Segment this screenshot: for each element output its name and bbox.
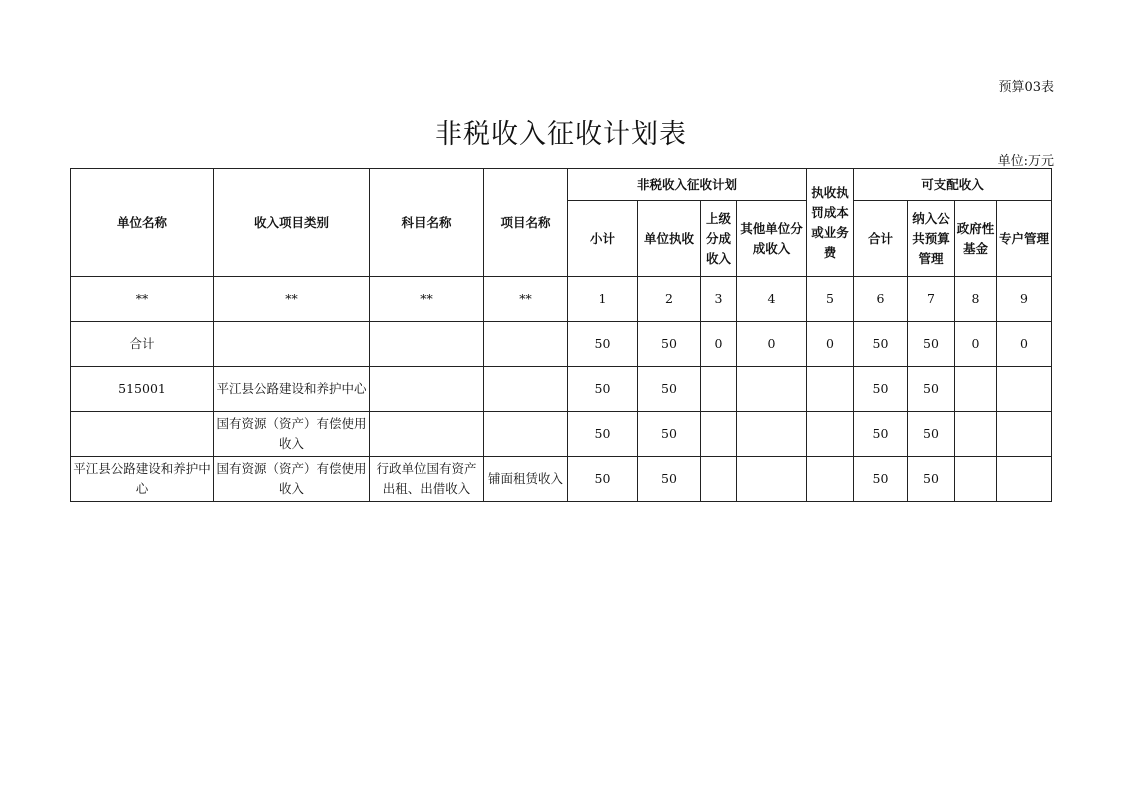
table-cell: 0 <box>737 322 807 367</box>
table-cell: 3 <box>701 277 737 322</box>
table-cell: 9 <box>997 277 1052 322</box>
table-cell <box>484 367 568 412</box>
table-cell: 平江县公路建设和养护中心 <box>71 457 214 502</box>
table-cell: ** <box>370 277 484 322</box>
table-cell: 1 <box>568 277 638 322</box>
table-cell: 50 <box>638 367 701 412</box>
table-cell: 4 <box>737 277 807 322</box>
table-cell: 7 <box>908 277 955 322</box>
table-cell <box>701 412 737 457</box>
table-cell <box>370 367 484 412</box>
table-cell: 8 <box>955 277 997 322</box>
table-cell <box>955 367 997 412</box>
table-cell <box>701 367 737 412</box>
table-row <box>71 367 1052 412</box>
table-cell: 6 <box>854 277 908 322</box>
col-unit-name: 单位名称 <box>71 169 214 277</box>
unit-label: 单位:万元 <box>997 154 1054 169</box>
table-cell <box>807 412 854 457</box>
table-cell: 2 <box>638 277 701 322</box>
table-cell: 50 <box>854 367 908 412</box>
table-cell <box>997 457 1052 502</box>
table-cell: 50 <box>638 322 701 367</box>
col-group-plan: 非税收入征收计划 <box>568 169 807 201</box>
table-cell <box>214 322 370 367</box>
table-cell <box>997 412 1052 457</box>
table-cell: 50 <box>568 412 638 457</box>
table-cell <box>370 322 484 367</box>
col-income-category: 收入项目类别 <box>214 169 370 277</box>
table-cell: ** <box>214 277 370 322</box>
table-cell <box>484 322 568 367</box>
table-cell <box>955 457 997 502</box>
tax-plan-table <box>70 168 1052 502</box>
table-cell: 国有资源（资产）有偿使用收入 <box>214 457 370 502</box>
table-cell: 50 <box>908 367 955 412</box>
table-cell: 50 <box>854 322 908 367</box>
col-unit-collection: 单位执收 <box>638 201 701 277</box>
table-cell: 50 <box>568 367 638 412</box>
table-cell <box>701 457 737 502</box>
table-cell: 0 <box>955 322 997 367</box>
table-cell: 50 <box>908 412 955 457</box>
table-cell: 50 <box>908 322 955 367</box>
col-total: 合计 <box>854 201 908 277</box>
col-other-unit-share: 其他单位分成收入 <box>737 201 807 277</box>
table-cell: ** <box>484 277 568 322</box>
col-subject-name: 科目名称 <box>370 169 484 277</box>
form-number: 预算03表 <box>998 80 1054 95</box>
col-item-name: 项目名称 <box>484 169 568 277</box>
table-cell <box>737 367 807 412</box>
col-gov-fund: 政府性基金 <box>955 201 997 277</box>
table-cell <box>484 412 568 457</box>
table-cell: 50 <box>638 457 701 502</box>
col-special-account: 专户管理 <box>997 201 1052 277</box>
table-cell: 0 <box>701 322 737 367</box>
table-cell: 5 <box>807 277 854 322</box>
table-cell <box>807 367 854 412</box>
table-cell: 50 <box>568 322 638 367</box>
table-cell <box>955 412 997 457</box>
col-subtotal: 小计 <box>568 201 638 277</box>
table-cell: 50 <box>854 412 908 457</box>
table-cell: 50 <box>854 457 908 502</box>
table-cell <box>71 412 214 457</box>
table-row-total <box>71 322 1052 367</box>
index-row <box>71 277 1052 322</box>
table-cell: 50 <box>638 412 701 457</box>
col-upper-share: 上级分成收入 <box>701 201 737 277</box>
table-row <box>71 457 1052 502</box>
table-cell <box>370 412 484 457</box>
table-cell <box>737 457 807 502</box>
table-cell: 国有资源（资产）有偿使用收入 <box>214 412 370 457</box>
table-cell: 50 <box>568 457 638 502</box>
table-cell: 铺面租赁收入 <box>484 457 568 502</box>
table-cell: 0 <box>997 322 1052 367</box>
table-cell: 平江县公路建设和养护中心 <box>214 367 370 412</box>
table-cell <box>997 367 1052 412</box>
col-enforcement-cost: 执收执罚成本或业务费 <box>807 169 854 277</box>
table-cell: 50 <box>908 457 955 502</box>
table-cell: 0 <box>807 322 854 367</box>
page-title: 非税收入征收计划表 <box>435 119 687 150</box>
table-cell: 515001 <box>71 367 214 412</box>
table-cell: ** <box>71 277 214 322</box>
col-public-budget: 纳入公共预算管理 <box>908 201 955 277</box>
table-cell <box>737 412 807 457</box>
table-row <box>71 412 1052 457</box>
table-cell: 合计 <box>71 322 214 367</box>
col-group-disposable: 可支配收入 <box>854 169 1052 201</box>
table-cell: 行政单位国有资产出租、出借收入 <box>370 457 484 502</box>
table-cell <box>807 457 854 502</box>
